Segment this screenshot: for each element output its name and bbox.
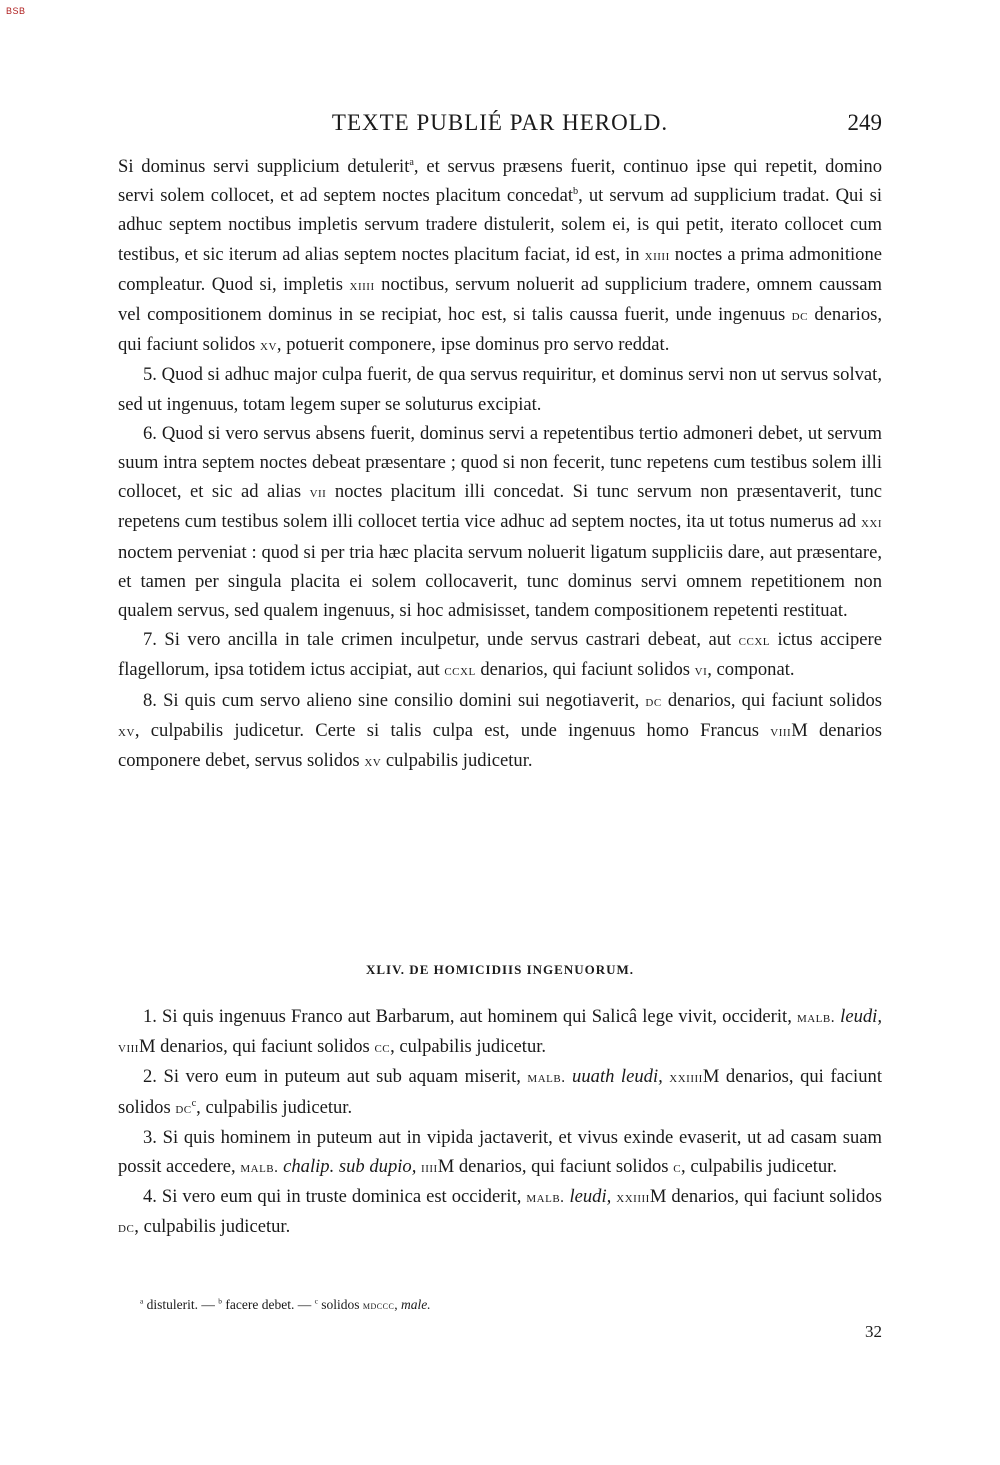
roman-numeral: ccxl	[738, 632, 770, 650]
roman-numeral: dc	[118, 1219, 135, 1237]
text-run: denarios, qui faciunt solidos	[475, 659, 695, 681]
section-paragraph-4	[118, 1182, 882, 1242]
footnote-marker: c	[314, 1296, 318, 1306]
text-run: , culpabilis judicetur.	[681, 1156, 837, 1178]
text-run: , et servus præsens fuerit, continuo ipse qui repetit, domino servi solem collocet, et ad septem noctes placitum concedat	[118, 156, 882, 207]
text-run: ictus accipere flagellorum, ipsa totidem ictus accipiat, aut	[118, 629, 882, 681]
malberg-gloss: uuath leudi,	[572, 1066, 663, 1088]
roman-numeral: dc	[645, 692, 662, 710]
text-run: 4. Si vero eum qui in truste dominica est occiderit,	[143, 1186, 527, 1208]
roman-numeral: cc	[374, 1039, 391, 1057]
paragraph-5: 5. Quod si adhuc major culpa fuerit, de qua servus requiritur, et dominus servi non ut servus solvat, sed ut ingenuus, totam legem super se soluturus excipiat.	[118, 364, 882, 415]
roman-numeral: xv	[260, 337, 277, 355]
footnote-text: facere debet. —	[222, 1297, 315, 1312]
text-run: culpabilis judicetur.	[381, 750, 533, 772]
main-text	[118, 152, 882, 776]
roman-numeral: vi	[694, 662, 708, 680]
footnote-marker: a	[140, 1296, 144, 1306]
malberg-gloss-marker: malb.	[526, 1189, 565, 1207]
text-run: 1. Si quis ingenuus Franco aut Barbarum, aut hominem qui Salicâ lege vivit, occiderit,	[143, 1006, 797, 1027]
signature-mark: 32	[865, 1322, 882, 1341]
footnote-marker: a	[409, 156, 414, 168]
roman-numeral: xxiiii	[669, 1069, 703, 1087]
library-stamp: BSB	[6, 6, 26, 16]
roman-numeral: xiiii	[644, 246, 670, 264]
roman-numeral: viii	[770, 722, 792, 740]
text-run: 6. Quod si vero servus absens fuerit, dominus servi a repetentibus tertio admoneri debet, ut servum suum intra septem noctes debeat præsentare ; quod si non fecerit, tunc repetens cum testibus solem illi collocet, et sic ad alias	[118, 422, 882, 503]
footnote-text: distulerit. —	[143, 1297, 219, 1312]
roman-numeral: dc	[791, 307, 808, 325]
footnote-text: male.	[401, 1297, 431, 1312]
page-header	[118, 110, 882, 142]
footnote-marker: b	[573, 186, 579, 198]
text-run: 3. Si quis hominem in puteum aut in vipida jactaverit, et vivus exinde evaserit, ut ad casam suam possit accedere,	[118, 1126, 882, 1178]
text-run: , ut servum ad supplicium tradat. Qui si adhuc septem noctibus impletis servum tradere distulerit, solem ei, is qui petit, iterato collocet cum testibus, et sic iterum ad alias septem noctes placitum faciat, id est, in	[118, 185, 882, 265]
text-run: M denarios componere debet, servus solidos	[118, 719, 882, 772]
text-run: , culpabilis judicetur.	[196, 1096, 353, 1118]
malberg-gloss: leudi,	[840, 1006, 882, 1027]
text-run: , culpabilis judicetur.	[134, 1216, 291, 1238]
section-paragraph-3	[118, 1123, 882, 1182]
text-run: 8. Si quis cum servo alieno sine consilio domini sui negotiaverit,	[143, 689, 646, 711]
roman-numeral: xxiiii	[616, 1189, 650, 1207]
footnote-text: ,	[394, 1297, 402, 1312]
roman-numeral: xv	[118, 722, 135, 740]
section-paragraph-2	[118, 1062, 882, 1122]
paragraph-8	[118, 686, 882, 777]
malberg-gloss-marker: malb.	[240, 1159, 279, 1177]
footnote-marker: b	[218, 1296, 222, 1306]
paragraph-6	[118, 419, 882, 625]
roman-numeral: dc	[175, 1099, 192, 1117]
roman-numeral: mdccc	[362, 1300, 395, 1312]
malberg-gloss-marker: malb.	[527, 1069, 566, 1087]
roman-numeral: c	[673, 1159, 682, 1177]
malberg-gloss-marker: malb.	[796, 1009, 836, 1026]
text-run: M denarios, qui faciunt solidos	[649, 1186, 882, 1208]
footnote-text: solidos	[317, 1297, 363, 1312]
footnote-marker: c	[191, 1097, 197, 1109]
roman-numeral: ccxl	[444, 662, 476, 680]
running-title: TEXTE PUBLIÉ PAR HEROLD.	[331, 110, 669, 135]
text-run: M denarios, qui faciunt solidos	[118, 1066, 882, 1118]
roman-numeral: xv	[364, 753, 382, 771]
page-number: 249	[847, 110, 882, 135]
malberg-gloss: chalip. sub dupio,	[283, 1156, 417, 1178]
text-run: 2. Si vero eum in puteum aut sub aquam miserit,	[143, 1066, 528, 1088]
malberg-gloss: leudi,	[569, 1186, 612, 1208]
text-run: , componat.	[707, 659, 795, 681]
roman-numeral: viii	[118, 1039, 139, 1057]
roman-numeral: xiiii	[349, 276, 375, 294]
section-text	[118, 1002, 882, 1243]
text-run: denarios, qui faciunt solidos	[118, 304, 882, 356]
text-run: , potuerit componere, ipse dominus pro servo reddat.	[276, 334, 670, 356]
text-run: noctes placitum illi concedat. Si tunc servum non præsentaverit, tunc repetens cum testibus solem illi collocet tertia vice adhuc ad septem noctes, ita ut totus numerus ad	[118, 481, 882, 533]
text-run: M denarios, qui faciunt solidos	[138, 1036, 375, 1058]
roman-numeral: iiii	[421, 1159, 438, 1177]
text-run: , culpabilis judicetur.	[390, 1036, 547, 1058]
text-run: , culpabilis judicetur. Certe si talis culpa est, unde ingenuus homo Francus	[134, 719, 771, 741]
paragraph-continuation	[118, 152, 882, 360]
paragraph-7	[118, 625, 882, 685]
section-paragraph-1	[118, 1002, 882, 1062]
footnotes	[140, 1297, 860, 1313]
text-run: Si dominus servi supplicium detulerit	[118, 156, 410, 177]
text-run: noctes a prima admonitione compleatur. Quod si, impletis	[118, 243, 882, 295]
text-run: noctem perveniat : quod si per tria hæc placita servum noluerit ligatum suppliciis dare, aut præsentare, et tamen per singula placita ei solem collocaverit, tunc dominus servi omnem repetitionem non qualem servus, sed qualem ingenuus, si hoc admisisset, tandem compositionem repetenti restituat.	[118, 541, 882, 622]
text-run: 7. Si vero ancilla in tale crimen inculpetur, unde servus castrari debeat, aut	[143, 629, 739, 651]
roman-numeral: xxi	[860, 514, 882, 532]
text-run: noctibus, servum noluerit ad supplicium tradere, omnem caussam vel compositionem dominus in se recipiat, hoc est, si talis caussa fuerit, unde ingenuus	[118, 273, 882, 326]
section-title: XLIV. DE HOMICIDIIS INGENUORUM.	[365, 962, 635, 977]
roman-numeral: vii	[309, 484, 327, 502]
text-run: M denarios, qui faciunt solidos	[437, 1156, 674, 1178]
text-run: denarios, qui faciunt solidos	[661, 689, 882, 711]
